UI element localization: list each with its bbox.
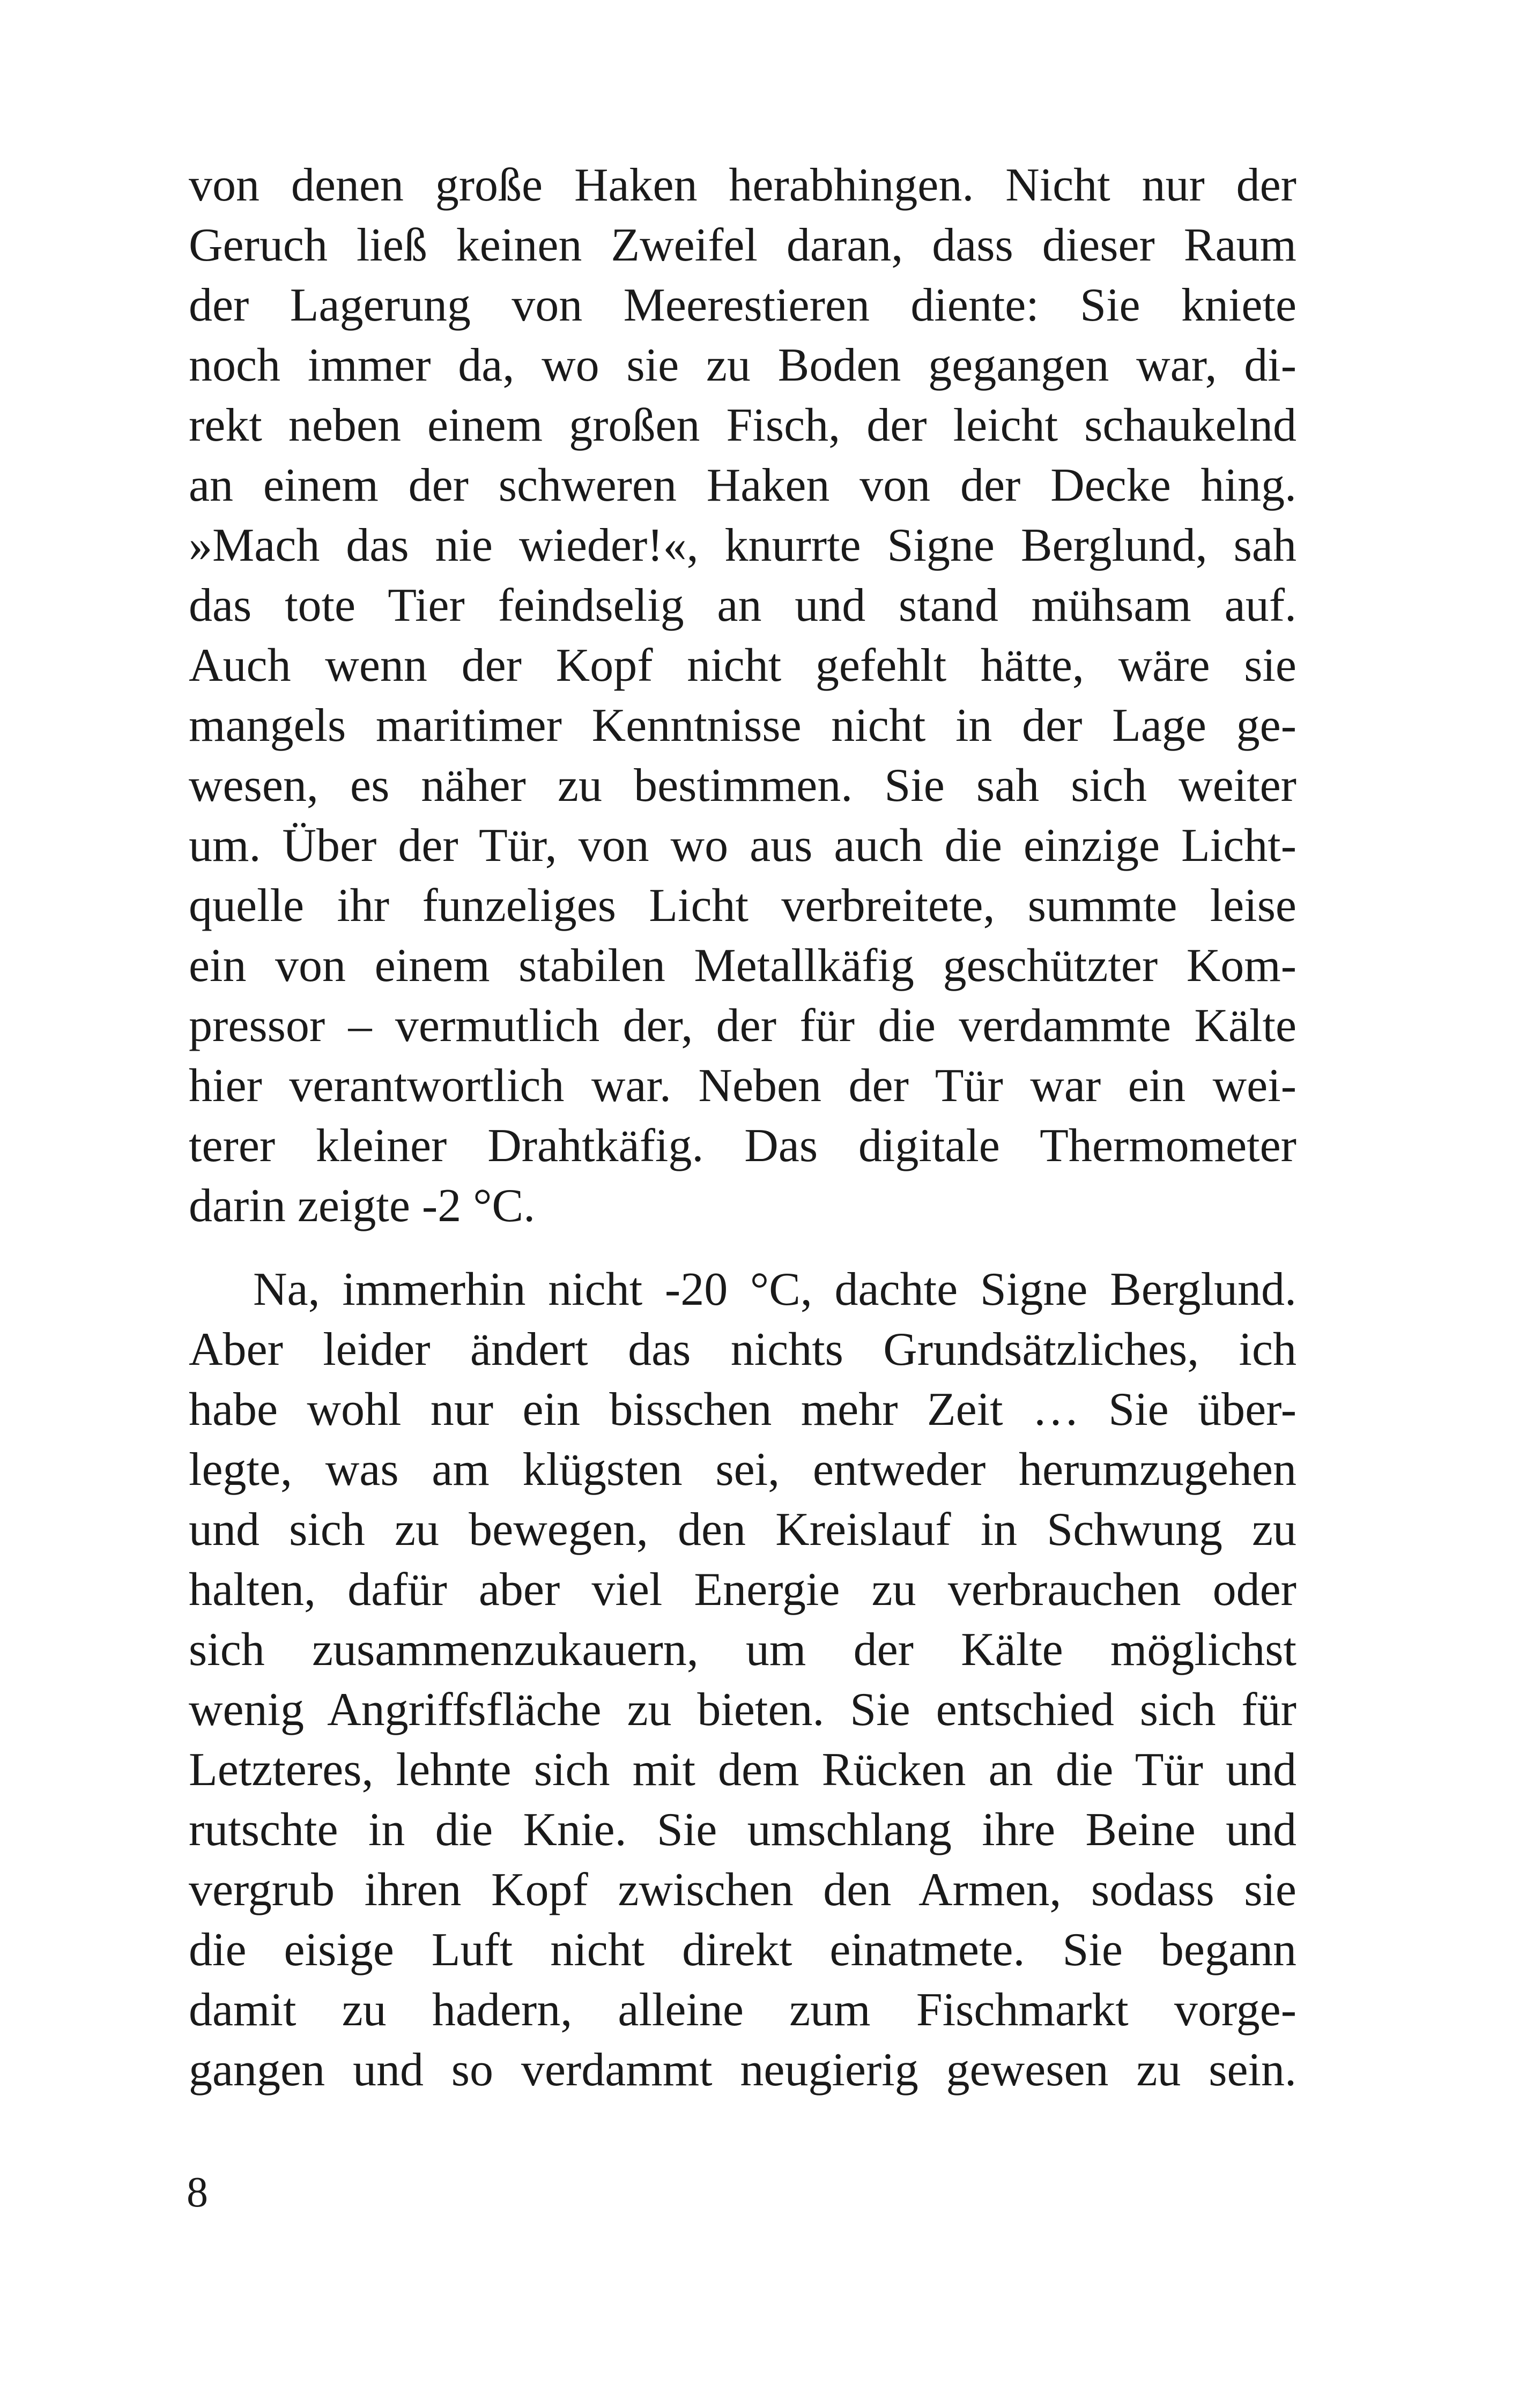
text-line: rekt neben einem großen Fisch, der leicht schaukelnd bbox=[189, 399, 1296, 451]
text-line: pressor – vermutlich der, der für die verdammte Kälte bbox=[189, 1000, 1296, 1052]
text-line: noch immer da, wo sie zu Boden gegangen war, di- bbox=[189, 339, 1296, 391]
text-line: von denen große Haken herabhingen. Nicht nur der bbox=[189, 159, 1296, 211]
text-line: terer kleiner Drahtkäfig. Das digitale Thermometer bbox=[189, 1120, 1296, 1172]
text-line: ein von einem stabilen Metallkäfig geschützter Kom- bbox=[189, 940, 1296, 992]
text-line: die eisige Luft nicht direkt einatmete. Sie begann bbox=[189, 1924, 1296, 1976]
text-line: das tote Tier feindselig an und stand mühsam auf. bbox=[189, 579, 1296, 631]
text-line: Auch wenn der Kopf nicht gefehlt hätte, wäre sie bbox=[189, 640, 1296, 692]
text-line: der Lagerung von Meerestieren diente: Sie kniete bbox=[189, 279, 1296, 331]
text-line: an einem der schweren Haken von der Decke hing. bbox=[189, 459, 1296, 511]
paragraph-1 bbox=[189, 155, 1296, 1236]
text-line: rutschte in die Knie. Sie umschlang ihre Beine und bbox=[189, 1804, 1296, 1856]
text-line: und sich zu bewegen, den Kreislauf in Schwung zu bbox=[189, 1504, 1296, 1556]
text-line: halten, dafür aber viel Energie zu verbrauchen oder bbox=[189, 1564, 1296, 1616]
text-line: hier verantwortlich war. Neben der Tür war ein wei- bbox=[189, 1060, 1296, 1112]
text-line: wenig Angriffsfläche zu bieten. Sie entschied sich für bbox=[189, 1684, 1296, 1736]
text-line: vergrub ihren Kopf zwischen den Armen, sodass sie bbox=[189, 1864, 1296, 1916]
text-line: wesen, es näher zu bestimmen. Sie sah sich weiter bbox=[189, 760, 1296, 812]
text-line: sich zusammenzukauern, um der Kälte möglichst bbox=[189, 1624, 1296, 1676]
paragraph-2 bbox=[189, 1260, 1296, 2100]
text-line: quelle ihr funzeliges Licht verbreitete, summte leise bbox=[189, 880, 1296, 932]
text-line: Letzteres, lehnte sich mit dem Rücken an die Tür und bbox=[189, 1744, 1296, 1796]
text-line: »Mach das nie wieder!«, knurrte Signe Berglund, sah bbox=[189, 519, 1296, 571]
text-line: damit zu hadern, alleine zum Fischmarkt vorge- bbox=[189, 1984, 1296, 2036]
text-line: Na, immerhin nicht -20 °C, dachte Signe Berglund. bbox=[253, 1264, 1296, 1316]
text-line: gangen und so verdammt neugierig gewesen zu sein. bbox=[189, 2044, 1296, 2096]
text-line: Aber leider ändert das nichts Grundsätzliches, ich bbox=[189, 1324, 1296, 1376]
text-line: habe wohl nur ein bisschen mehr Zeit … Sie über- bbox=[189, 1384, 1296, 1436]
text-line: Geruch ließ keinen Zweifel daran, dass dieser Raum bbox=[189, 219, 1296, 271]
text-line: darin zeigte -2 °C. bbox=[189, 1180, 536, 1232]
page-number: 8 bbox=[187, 2169, 208, 2216]
text-line: legte, was am klügsten sei, entweder herumzugehen bbox=[189, 1444, 1296, 1496]
text-line: mangels maritimer Kenntnisse nicht in der Lage ge- bbox=[189, 700, 1296, 752]
text-line: um. Über der Tür, von wo aus auch die einzige Licht- bbox=[189, 820, 1296, 872]
